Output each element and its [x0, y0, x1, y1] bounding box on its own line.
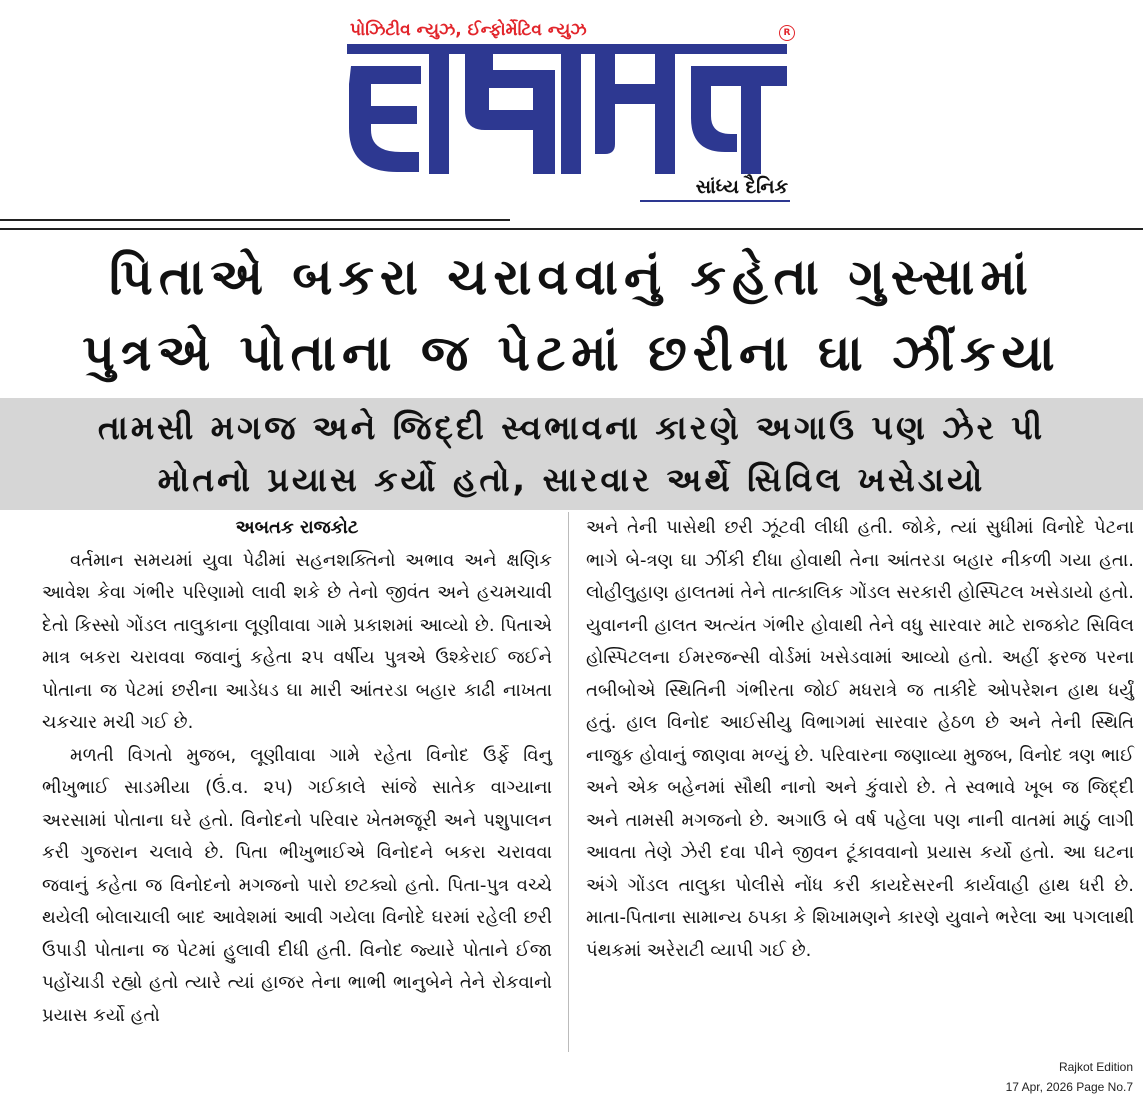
headline-line-1: પિતાએ બકરા ચરાવવાનું કહેતા ગુસ્સામાં — [109, 248, 1034, 306]
masthead-tagline: પોઝિટીવ ન્યુઝ, ઈન્ફોર્મેટિવ ન્યુઝ — [350, 20, 587, 40]
divider-rule-short — [0, 219, 510, 221]
newspaper-logo — [347, 44, 792, 174]
divider-rule-full — [0, 228, 1143, 230]
article-column-right — [586, 512, 1134, 1052]
registered-mark-icon: R — [779, 25, 795, 41]
masthead-subtitle: સાંધ્ય દૈનિક — [695, 176, 788, 198]
article-paragraph: વર્તમાન સમયમાં યુવા પેઢીમાં સહનશક્તિનો અભાવ અને ક્ષણિક આવેશ કેવા ગંભીર પરિણામો લાવી શકે છે તેનો જીવંત અને હચમચાવી દેતો કિસ્સો ગોંડલ તાલુકાના લૂણીવાવા ગામે પ્રકાશમાં આવ્યો છે. પિતાએ માત્ર બકરા ચરાવવા જવાનું કહેતા ૨૫ વર્ષીય પુત્રએ ઉશ્કેરાઈ જઈને પોતાના જ પેટમાં છરીના આડેધડ ઘા મારી આંતરડા બહાર કાઢી નાખતા ચકચાર મચી ગઈ છે. — [42, 549, 552, 733]
headline — [0, 234, 1143, 394]
article-paragraph: મળતી વિગતો મુજબ, લૂણીવાવા ગામે રહેતા વિનોદ ઉર્ફે વિનુ ભીખુભાઈ સાડમીયા (ઉં.વ. ૨૫) ગઈકાલે સાંજે સાતેક વાગ્યાના અરસામાં પોતાના ઘરે હતો. વિનોદનો પરિવાર ખેતમજૂરી અને પશુપાલન કરી ગુજરાન ચલાવે છે. પિતા ભીખુભાઈએ વિનોદને બકરા ચરાવવા જવાનું કહેતા જ વિનોદનો મગજનો પારો છટક્યો હતો. પિતા-પુત્ર વચ્ચે થયેલી બોલાચાલી બાદ આવેશમાં આવી ગયેલા વિનોદે ઘરમાં રહેલી છરી ઉપાડી પોતાના જ પેટમાં હુલાવી દીધી હતી. વિનોદ જ્યારે પોતાને ઈજા પહોંચાડી રહ્યો હતો ત્યારે ત્યાં હાજર તેના ભાભી ભાનુબેને તેને રોકવાનો પ્રયાસ કર્યો હતો — [42, 744, 552, 1026]
subheadline-band — [0, 398, 1143, 510]
footer-edition: Rajkot Edition — [1058, 1060, 1133, 1074]
article-column-left — [42, 512, 552, 1052]
footer-date-page: 17 Apr, 2026 Page No.7 — [1005, 1080, 1133, 1094]
article-dateline: અબતક રાજકોટ — [235, 517, 359, 538]
subheadline-line-1: તામસી મગજ અને જિદ્દી સ્વભાવના કારણે અગાઉ પણ ઝેર પી — [97, 408, 1046, 447]
column-divider — [568, 512, 569, 1052]
article-paragraph: અને તેની પાસેથી છરી ઝૂંટવી લીધી હતી. જોકે, ત્યાં સુધીમાં વિનોદે પેટના ભાગે બે-ત્રણ ઘા ઝીંકી દીધા હોવાથી તેના આંતરડા બહાર નીકળી ગયા હતા. લોહીલુહાણ હાલતમાં તેને તાત્કાલિક ગોંડલ સરકારી હોસ્પિટલ ખસેડાયો હતો. યુવાનની હાલત અત્યંત ગંભીર હોવાથી તેને વધુ સારવાર માટે રાજકોટ સિવિલ હોસ્પિટલના ઈમરજન્સી વોર્ડમાં ખસેડવામાં આવ્યો હતો. અહીં ફરજ પરના તબીબોએ સ્થિતિની ગંભીરતા જોઈ મધરાત્રે જ તાકીદે ઓપરેશન હાથ ધર્યું હતું. હાલ વિનોદ આઈસીયુ વિભાગમાં સારવાર હેઠળ છે અને તેની સ્થિતિ નાજુક હોવાનું જાણવા મળ્યું છે. પરિવારના જણાવ્યા મુજબ, વિનોદ ત્રણ ભાઈ અને એક બહેનમાં સૌથી નાનો અને કુંવારો છે. તે સ્વભાવે ખૂબ જ જિદ્દી અને તામસી મગજનો છે. અગાઉ બે વર્ષ પહેલા પણ નાની વાતમાં માઠું લાગી આવતા તેણે ઝેરી દવા પીને જીવન ટૂંકાવવાનો પ્રયાસ કર્યો હતો. આ ઘટના અંગે ગોંડલ તાલુકા પોલીસે નોંધ કરી કાયદેસરની કાર્યવાહી હાથ ધરી છે. માતા-પિતાના સામાન્ય ઠપકા કે શિખામણને કારણે યુવાને ભરેલા આ પગલાથી પંથકમાં અરેરાટી વ્યાપી ગઈ છે. — [586, 517, 1134, 961]
headline-line-2: પુત્રએ પોતાના જ પેટમાં છરીના ઘા ઝીંકયા — [82, 324, 1061, 382]
subtitle-underline — [640, 200, 790, 202]
subheadline-line-2: મોતનો પ્રયાસ કર્યો હતો, સારવાર અર્થે સિવિલ ખસેડાયો — [157, 460, 986, 499]
